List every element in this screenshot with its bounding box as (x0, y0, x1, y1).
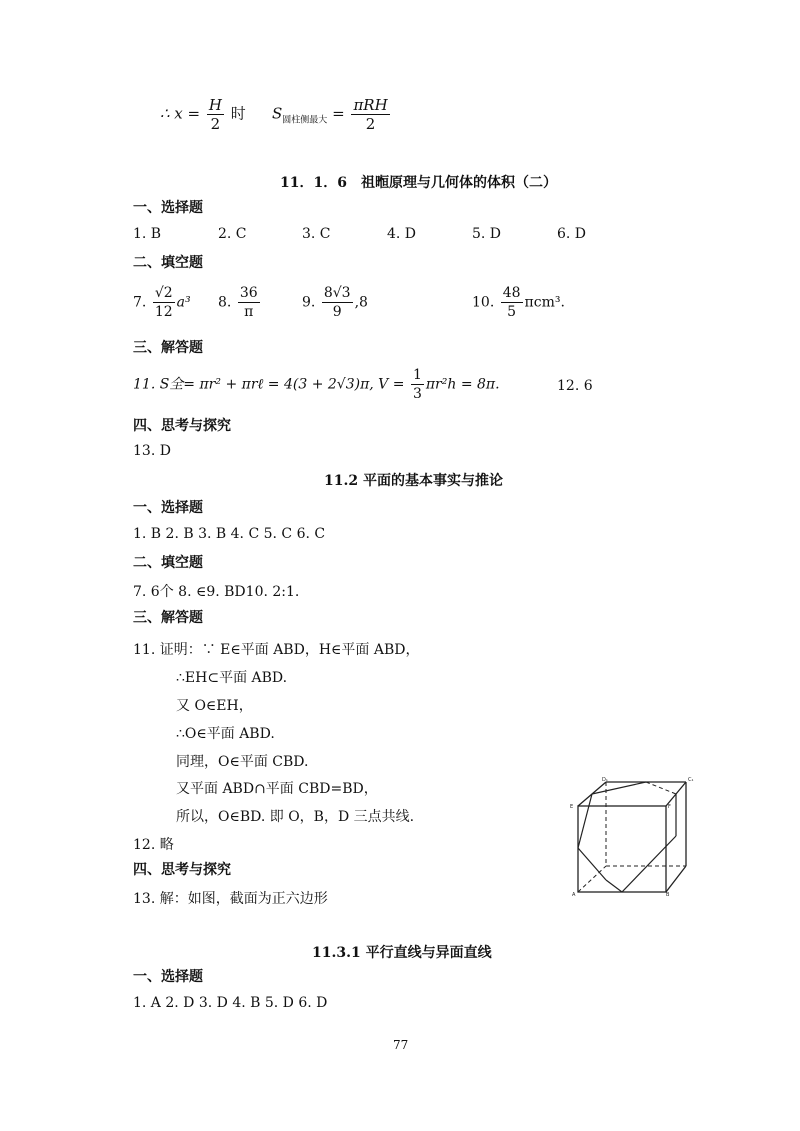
proof-line: 同理，O∈平面 CBD. (176, 754, 309, 770)
q9-fraction: $\frac{8√3}{9}$ (323, 285, 351, 320)
answer-item: 6. D (557, 226, 587, 242)
section-title-11-2: 11.2 平面的基本事实与推论 (324, 473, 503, 489)
fill-heading: 二、填空题 (133, 555, 203, 571)
section-title-11-1-6: 11．1．6 祖暅原理与几何体的体积（二） (280, 175, 557, 191)
answer-item: 3. C (302, 226, 331, 242)
fill-answer-7: 7. $\frac{√2}{12}$ a³ (133, 285, 191, 320)
proof-line: 11. 证明：∵ E∈平面 ABD，H∈平面 ABD， (133, 642, 420, 658)
answer-item: 1. B (133, 226, 162, 242)
solve-answer-12: 12. 6 (557, 378, 593, 394)
fill-answer-8: 8. $\frac{36}{\pi}$ (218, 285, 258, 320)
when-text: 时 (230, 104, 246, 123)
q11-fraction: $\frac{1}{3}$ (412, 367, 422, 402)
top-formula (160, 96, 246, 133)
solve-heading: 三、解答题 (133, 610, 203, 626)
q8-fraction: $\frac{36}{\pi}$ (239, 285, 258, 320)
choice-heading: 一、选择题 (133, 200, 203, 216)
choice-heading: 一、选择题 (133, 969, 203, 985)
fraction-h-over-2: $\frac{H}{2}$ (208, 96, 222, 133)
choice-heading: 一、选择题 (133, 500, 203, 516)
choice-answers-row: 1. B 2. B 3. B 4. C 5. C 6. C (133, 526, 326, 542)
proof-line: 所以，O∈BD. 即 O，B，D 三点共线. (176, 809, 415, 825)
think-heading: 四、思考与探究 (133, 862, 231, 878)
proof-line: 又 O∈EH， (176, 698, 253, 714)
vertex-label: F (668, 804, 671, 810)
vertex-label: E (570, 804, 574, 810)
answer-item: 2. C (218, 226, 247, 242)
solve-heading: 三、解答题 (133, 340, 203, 356)
vertex-label: C₁ (688, 777, 694, 783)
solve-answer-11: 11. S全= πr² + πrℓ = 4(3 + 2√3)π, V = $\frac{1}{3}$ πr²h = 8π. (133, 367, 500, 402)
proof-line: 又平面 ABD∩平面 CBD=BD， (176, 781, 378, 797)
answer-13: 13. 解：如图，截面为正六边形 (133, 891, 328, 907)
answer-item: 5. D (472, 226, 502, 242)
proof-line: ∴O∈平面 ABD. (176, 726, 275, 742)
fill-answer-10: 10. $\frac{48}{5}$ πcm³. (472, 285, 565, 320)
answer-12: 12. 略 (133, 837, 174, 853)
therefore-x: ∴ x = (160, 104, 201, 123)
choice-answers-row: 1. A 2. D 3. D 4. B 5. D 6. D (133, 995, 328, 1011)
proof-line: ∴EH⊂平面 ABD. (176, 670, 288, 686)
vertex-label: B (666, 892, 670, 896)
q10-fraction: $\frac{48}{5}$ (502, 285, 521, 320)
think-answer-13: 13. D (133, 443, 171, 459)
fraction-pirh-over-2: $\frac{\text{πRH}}{2}$ (353, 96, 388, 133)
vertex-label: A (572, 892, 576, 896)
fill-answers-row: 7. 6个 8. ∈9. BD10. 2:1. (133, 584, 300, 600)
section-title-11-3-1: 11.3.1 平行直线与异面直线 (312, 945, 492, 961)
q7-fraction: $\frac{√2}{12}$ (154, 285, 173, 320)
page-number: 77 (393, 1038, 409, 1052)
top-formula-s: $S_{圆柱侧最大}$ = $\frac{\text{πRH}}{2}$ (272, 96, 388, 133)
fill-answer-9: 9. $\frac{8√3}{9}$ ,8 (302, 285, 368, 320)
fill-heading: 二、填空题 (133, 255, 203, 271)
think-heading: 四、思考与探究 (133, 418, 231, 434)
cube-hexagon-figure (566, 776, 696, 896)
answer-item: 4. D (387, 226, 417, 242)
vertex-label: D₁ (602, 777, 608, 783)
